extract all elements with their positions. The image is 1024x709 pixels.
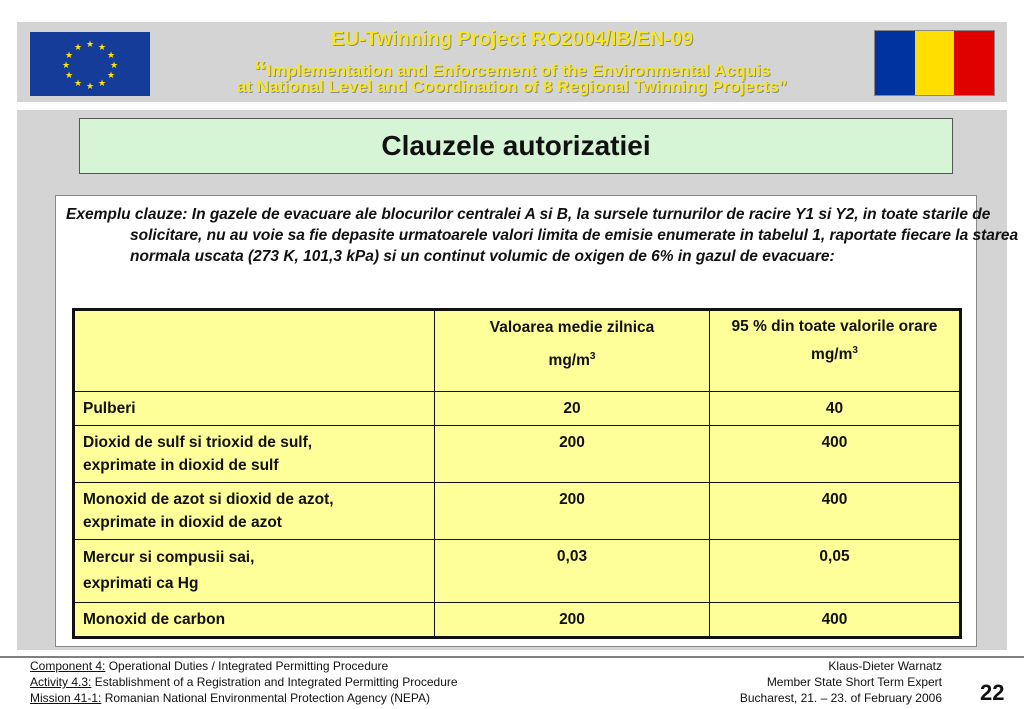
pollutant-note: exprimate in dioxid de azot bbox=[83, 514, 282, 531]
hourly-value: 400 bbox=[710, 603, 961, 638]
unit-superscript: 3 bbox=[852, 345, 858, 356]
intro-paragraph: Exemplu clauze: In gazele de evacuare ale blocurilor centralei A si B, la sursele turnurilor de racire Y1 si Y2, in toate starile de solicitare, nu au voie sa fie depasite urmatoarele valori limita de emisie enumerate in tabelul 1, raportate fiecare la starea normala uscata (273 K, 101,3 kPa) si un continut volumic de oxigen de 6% in gazul de evacuare: bbox=[66, 206, 1019, 265]
pollutant-cell bbox=[74, 483, 435, 540]
footer-label: Mission 41-1: bbox=[30, 691, 102, 705]
footer-date: Bucharest, 21. – 23. of February 2006 bbox=[739, 691, 942, 705]
header-hourly-95 bbox=[710, 310, 961, 392]
footer-role: Member State Short Term Expert bbox=[766, 675, 942, 689]
daily-value: 20 bbox=[435, 392, 710, 426]
svg-text:★: ★ bbox=[106, 70, 116, 80]
flag-stripe-red bbox=[954, 31, 994, 95]
unit-text: mg/m bbox=[811, 346, 853, 364]
pollutant-note: exprimati ca Hg bbox=[83, 575, 199, 592]
pollutant-name: Mercur si compusii sai, bbox=[83, 549, 255, 566]
emission-limits-table bbox=[72, 308, 962, 639]
footer-label: Activity 4.3: bbox=[30, 675, 92, 689]
footer-component bbox=[30, 658, 458, 674]
slide-body bbox=[17, 110, 1019, 650]
footer-text: Operational Duties / Integrated Permitting Procedure bbox=[105, 659, 389, 673]
project-title-text1: Implementation and Enforcement of the Environmental Acquis bbox=[266, 61, 771, 80]
svg-text:★: ★ bbox=[73, 78, 83, 88]
svg-text:★: ★ bbox=[97, 42, 107, 52]
footer-text: Romanian National Environmental Protection Agency (NEPA) bbox=[101, 691, 430, 705]
project-code: EU-Twinning Project RO2004/IB/EN-09 bbox=[331, 28, 693, 50]
hourly-value: 400 bbox=[710, 483, 961, 540]
footer-author: Klaus-Dieter Warnatz bbox=[828, 659, 942, 673]
pollutant-cell bbox=[74, 540, 435, 603]
svg-text:★: ★ bbox=[97, 78, 107, 88]
hourly-value: 0,05 bbox=[710, 540, 961, 603]
pollutant-cell bbox=[74, 603, 435, 638]
hourly-value: 400 bbox=[710, 426, 961, 483]
svg-text:★: ★ bbox=[64, 50, 74, 60]
header-banner bbox=[17, 22, 1007, 102]
header-cell-empty bbox=[74, 310, 435, 392]
romania-flag-icon bbox=[874, 30, 995, 96]
svg-text:★: ★ bbox=[64, 70, 74, 80]
table-row bbox=[74, 483, 961, 540]
table-row bbox=[74, 603, 961, 638]
slide-title: Clauzele autorizatiei bbox=[79, 118, 953, 174]
project-title-line2: at National Level and Coordination of 8 Regional Twinning Projects” bbox=[236, 77, 788, 96]
pollutant-name: Dioxid de sulf si trioxid de sulf, bbox=[83, 434, 313, 451]
svg-text:★: ★ bbox=[85, 39, 95, 49]
footer-right bbox=[740, 658, 942, 706]
table-row bbox=[74, 540, 961, 603]
svg-text:★: ★ bbox=[106, 50, 116, 60]
daily-value: 200 bbox=[435, 426, 710, 483]
footer-activity bbox=[30, 674, 458, 690]
pollutant-name: Monoxid de carbon bbox=[83, 611, 226, 628]
header-daily-label: Valoarea medie zilnica bbox=[489, 319, 655, 336]
header-hourly-unit bbox=[718, 339, 951, 366]
footer-text: Establishment of a Registration and Integrated Permitting Procedure bbox=[91, 675, 458, 689]
header-daily-unit bbox=[443, 345, 701, 372]
footer-label: Component 4: bbox=[30, 659, 106, 673]
flag-stripe-yellow bbox=[915, 31, 955, 95]
svg-text:★: ★ bbox=[73, 42, 83, 52]
content-panel bbox=[55, 195, 1019, 647]
pollutant-cell bbox=[74, 392, 435, 426]
hourly-value: 40 bbox=[710, 392, 961, 426]
unit-text: mg/m bbox=[548, 352, 590, 370]
pollutant-name: Pulberi bbox=[83, 400, 136, 417]
svg-text:★: ★ bbox=[109, 60, 119, 70]
svg-text:★: ★ bbox=[61, 60, 71, 70]
daily-value: 200 bbox=[435, 483, 710, 540]
daily-value: 0,03 bbox=[435, 540, 710, 603]
pollutant-note: exprimate in dioxid de sulf bbox=[83, 457, 279, 474]
footer-left bbox=[30, 658, 458, 706]
open-quote: “ bbox=[253, 55, 267, 85]
flag-stripe-blue bbox=[875, 31, 915, 95]
unit-superscript: 3 bbox=[589, 351, 596, 362]
svg-text:★: ★ bbox=[85, 81, 95, 91]
header-daily-average bbox=[435, 310, 710, 392]
pollutant-cell bbox=[74, 426, 435, 483]
pollutant-name: Monoxid de azot si dioxid de azot, bbox=[83, 491, 334, 508]
page-number: 22 bbox=[980, 680, 1005, 705]
table-row bbox=[74, 426, 961, 483]
table-header-row bbox=[74, 310, 961, 392]
footer-mission bbox=[30, 690, 458, 706]
table-row bbox=[74, 392, 961, 426]
header-hourly-label: 95 % din toate valorile orare bbox=[731, 318, 938, 335]
daily-value: 200 bbox=[435, 603, 710, 638]
